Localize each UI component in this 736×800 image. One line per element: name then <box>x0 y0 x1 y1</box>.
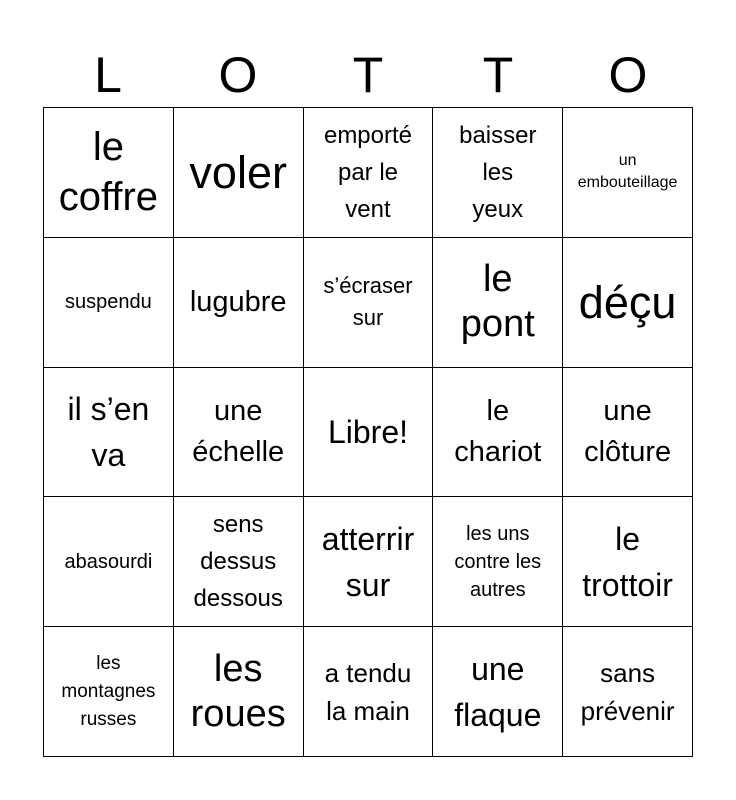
grid-cell[interactable] <box>563 627 693 757</box>
grid-cell[interactable] <box>174 108 304 238</box>
grid-cell[interactable] <box>174 238 304 368</box>
cell-label: une clôture <box>584 394 672 468</box>
grid-cell[interactable] <box>304 497 434 627</box>
grid-cell[interactable] <box>174 497 304 627</box>
title-letter: T <box>482 47 514 103</box>
cell-label: a tendu la main <box>324 657 412 726</box>
cell-label: les uns contre les autres <box>454 522 542 601</box>
grid-cell[interactable] <box>174 627 304 757</box>
cell-label: il s’en va <box>67 390 150 473</box>
cell-label: le chariot <box>454 394 542 468</box>
grid-cell[interactable] <box>304 108 434 238</box>
cell-label: le trottoir <box>582 520 673 603</box>
cell-label: s’écraser sur <box>323 273 413 331</box>
cell-label: lugubre <box>189 285 287 318</box>
grid-cell[interactable] <box>433 108 563 238</box>
title-letter: L <box>94 47 122 103</box>
cell-label: les montagnes russes <box>61 652 156 730</box>
cell-label: les roues <box>190 647 286 735</box>
cell-label: sans prévenir <box>580 657 675 726</box>
grid-cell[interactable] <box>563 368 693 498</box>
grid-cell[interactable] <box>563 108 693 238</box>
free-space-label: Libre! <box>327 413 409 450</box>
title-letter: O <box>608 47 648 103</box>
grid-cell[interactable] <box>433 238 563 368</box>
grid-cell[interactable] <box>563 238 693 368</box>
cell-label: voler <box>189 146 287 198</box>
grid-cell[interactable] <box>44 368 174 498</box>
cell-label: atterrir sur <box>321 520 415 603</box>
grid-cell[interactable] <box>44 627 174 757</box>
cell-label: baisser les yeux <box>459 121 537 223</box>
cell-label: une flaque <box>454 650 542 733</box>
grid-cell[interactable] <box>174 368 304 498</box>
cell-label: déçu <box>578 276 677 328</box>
grid-cell[interactable] <box>44 497 174 627</box>
cell-label: le pont <box>460 258 535 346</box>
grid-cell[interactable] <box>433 627 563 757</box>
cell-label: une échelle <box>192 394 285 468</box>
grid-cell[interactable] <box>304 627 434 757</box>
cell-label: sens dessus dessous <box>193 511 283 613</box>
grid-cell[interactable] <box>44 238 174 368</box>
cell-label: suspendu <box>65 291 152 314</box>
free-space-cell[interactable] <box>304 368 434 498</box>
grid-cell[interactable] <box>433 368 563 498</box>
lotto-grid <box>43 107 693 757</box>
grid-cell[interactable] <box>44 108 174 238</box>
grid-cell[interactable] <box>304 238 434 368</box>
grid-cell[interactable] <box>433 497 563 627</box>
title-letter: T <box>352 47 384 103</box>
cell-label: le coffre <box>58 125 159 220</box>
title-letter: O <box>218 47 258 103</box>
grid-cell[interactable] <box>563 497 693 627</box>
cell-label: un embouteillage <box>577 152 678 192</box>
cell-label: abasourdi <box>64 550 153 573</box>
cell-label: emporté par le vent <box>323 121 413 223</box>
game-title <box>43 44 693 106</box>
